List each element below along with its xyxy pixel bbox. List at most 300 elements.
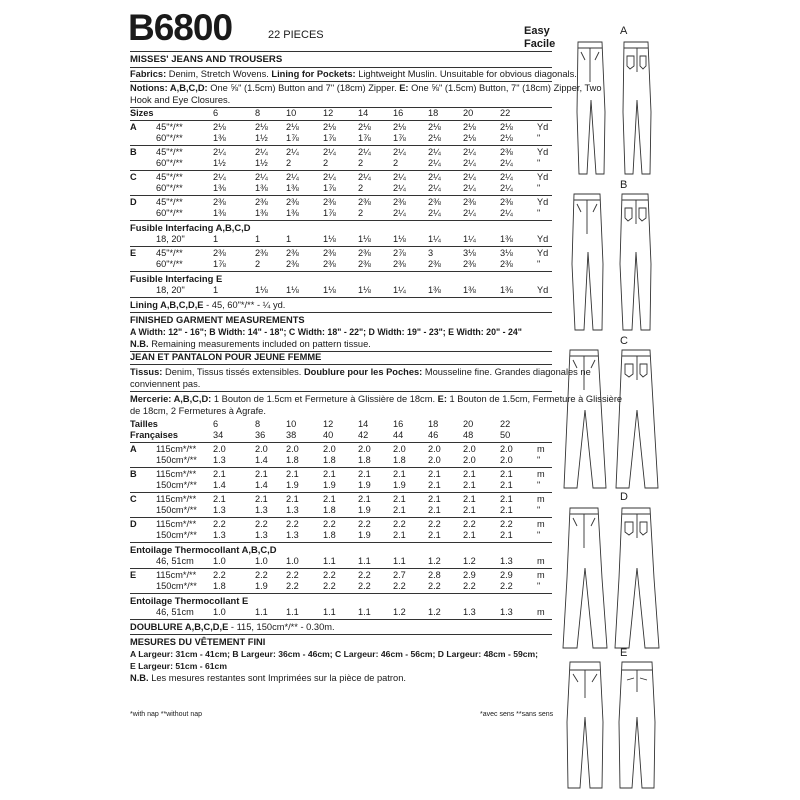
divider bbox=[130, 312, 552, 313]
size-value: 2.0 bbox=[323, 444, 336, 454]
size-value: 2⅜ bbox=[500, 259, 513, 269]
yardage-row bbox=[130, 147, 552, 158]
finished-text: A Width: 12" - 16"; B Width: 14" - 18"; C Width: 18" - 22"; D Width: 19" - 23"; E Width: 20" - 24" bbox=[130, 327, 522, 337]
size-value: 2.0 bbox=[255, 444, 268, 454]
size-value: 8 bbox=[255, 108, 261, 118]
yardage-row bbox=[130, 208, 552, 219]
size-value: 2.2 bbox=[358, 519, 371, 529]
row-label: C bbox=[130, 494, 137, 504]
view-c-back bbox=[616, 350, 658, 488]
yardage-row bbox=[130, 607, 552, 618]
size-value: 2.2 bbox=[393, 581, 406, 591]
size-value: 2⅞ bbox=[393, 248, 406, 258]
notions-line-2: Hook and Eye Closures. bbox=[130, 95, 231, 105]
doublure-line bbox=[130, 621, 552, 633]
size-value: 2.1 bbox=[500, 469, 513, 479]
yardage-row bbox=[130, 259, 552, 270]
mesures-text: E Largeur: 51cm - 61cm bbox=[130, 661, 227, 671]
row-label: D bbox=[130, 197, 137, 207]
size-value: 1.1 bbox=[255, 607, 268, 617]
size-value: 2¼ bbox=[393, 183, 406, 193]
size-value: 1⅞ bbox=[323, 133, 336, 143]
size-value: 2.1 bbox=[213, 494, 226, 504]
row-label: B bbox=[130, 469, 137, 479]
unit: " bbox=[537, 581, 541, 591]
unit: m bbox=[537, 444, 545, 454]
divider bbox=[130, 492, 552, 493]
yardage-row bbox=[130, 505, 552, 516]
notions-line bbox=[130, 82, 602, 94]
divider bbox=[130, 542, 552, 543]
size-value: 18 bbox=[428, 108, 439, 118]
size-value: 2.1 bbox=[323, 469, 336, 479]
size-value: 1.0 bbox=[213, 556, 226, 566]
size-value: 1.3 bbox=[213, 530, 226, 540]
view-b bbox=[572, 179, 651, 330]
size-value: 10 bbox=[286, 419, 297, 429]
fabric-width: 115cm*/** bbox=[156, 570, 197, 580]
doublure-label: Doublure pour les Poches: bbox=[303, 367, 423, 377]
size-value: 2.2 bbox=[323, 581, 336, 591]
size-value: 2.1 bbox=[393, 494, 406, 504]
size-value: 2⅛ bbox=[463, 122, 476, 132]
size-value: 2¼ bbox=[358, 147, 371, 157]
unit: " bbox=[537, 259, 541, 269]
fabric-width: 45"*/** bbox=[156, 248, 183, 258]
yardage-row bbox=[130, 530, 552, 541]
size-value: 2⅛ bbox=[463, 133, 476, 143]
size-value: 1⅞ bbox=[393, 133, 406, 143]
size-value: 1.3 bbox=[500, 607, 513, 617]
size-value: 1.3 bbox=[286, 505, 299, 515]
size-value: 2 bbox=[255, 259, 261, 269]
size-value: 1.8 bbox=[286, 455, 299, 465]
size-value: 1 bbox=[213, 234, 219, 244]
mercerie-text: 1 Bouton de 1.5cm, Fermeture à Glissière bbox=[446, 394, 623, 404]
size-value: 2¼ bbox=[500, 172, 513, 182]
fabric-width: 60"*/** bbox=[156, 208, 183, 218]
fabric-width: 45"*/** bbox=[156, 122, 183, 132]
notions-e-label: E: bbox=[399, 83, 409, 93]
size-value: 10 bbox=[286, 108, 297, 118]
size-value: 2.1 bbox=[393, 505, 406, 515]
size-value: 42 bbox=[358, 430, 369, 440]
size-value: 2.2 bbox=[500, 519, 513, 529]
size-value: 2⅜ bbox=[428, 259, 441, 269]
yardage-row bbox=[130, 444, 552, 455]
size-value: 2⅛ bbox=[428, 133, 441, 143]
size-value: 1.3 bbox=[213, 455, 226, 465]
fabric-width: 115cm*/** bbox=[156, 444, 197, 454]
size-value: 1.4 bbox=[255, 455, 268, 465]
size-value: 2 bbox=[323, 158, 329, 168]
size-value: 2.1 bbox=[463, 505, 476, 515]
size-value: 20 bbox=[463, 108, 474, 118]
size-value: 1.9 bbox=[393, 480, 406, 490]
finished-measurements-line bbox=[130, 326, 552, 338]
unit: " bbox=[537, 480, 541, 490]
unit: Yd bbox=[537, 172, 549, 182]
view-b-back bbox=[620, 194, 651, 330]
size-value: 2.1 bbox=[286, 469, 299, 479]
size-value: 2.0 bbox=[358, 444, 371, 454]
unit: " bbox=[537, 208, 541, 218]
size-value: 2.7 bbox=[393, 570, 406, 580]
size-value: 1.1 bbox=[358, 556, 371, 566]
note-label: N.B. bbox=[130, 339, 149, 349]
doublure-text: - 115, 150cm*/** - 0.30m. bbox=[228, 622, 335, 632]
size-value: 2⅜ bbox=[428, 197, 441, 207]
yardage-row bbox=[130, 158, 552, 169]
finished-title: FINISHED GARMENT MEASUREMENTS bbox=[130, 315, 305, 325]
divider bbox=[130, 220, 552, 221]
size-value: 1⅛ bbox=[323, 285, 336, 295]
size-value: 2⅜ bbox=[286, 248, 299, 258]
size-value: 1.4 bbox=[255, 480, 268, 490]
size-value: 2⅜ bbox=[213, 197, 226, 207]
size-value: 2.2 bbox=[323, 570, 336, 580]
size-value: 1.2 bbox=[393, 607, 406, 617]
french-yardage-table bbox=[130, 419, 552, 684]
size-value: 1.3 bbox=[255, 530, 268, 540]
divider bbox=[130, 634, 552, 635]
size-value: 1.8 bbox=[323, 530, 336, 540]
lining-text: Lightweight Muslin. Unsuitable for obvious diagonals. bbox=[355, 69, 577, 79]
size-value: 1⅞ bbox=[358, 133, 371, 143]
tissus-text: Denim, Tissus tissés extensibles. bbox=[162, 367, 304, 377]
size-value: 2.1 bbox=[463, 530, 476, 540]
size-value: 1.3 bbox=[213, 505, 226, 515]
size-value: 1⅜ bbox=[213, 183, 226, 193]
size-value: 48 bbox=[463, 430, 474, 440]
size-value: 6 bbox=[213, 108, 219, 118]
size-value: 1⅜ bbox=[500, 234, 513, 244]
size-value: 2.0 bbox=[286, 444, 299, 454]
size-value: 1⅞ bbox=[323, 208, 336, 218]
row-label: B bbox=[130, 147, 137, 157]
mercerie-e-label: E: bbox=[437, 394, 447, 404]
size-value: 2⅛ bbox=[393, 122, 406, 132]
size-value: 2¼ bbox=[255, 147, 268, 157]
size-value: 1⅛ bbox=[358, 285, 371, 295]
size-value: 2¼ bbox=[213, 147, 226, 157]
divider bbox=[130, 195, 552, 196]
mercerie-text: 1 Bouton de 1.5cm et Fermeture à Glissière de 18cm. bbox=[211, 394, 438, 404]
size-value: 3 bbox=[428, 248, 434, 258]
divider bbox=[130, 391, 552, 392]
unit: m bbox=[537, 519, 545, 529]
fabric-width: 45"*/** bbox=[156, 147, 183, 157]
size-value: 2.2 bbox=[286, 570, 299, 580]
size-value: 2¼ bbox=[358, 172, 371, 182]
divider bbox=[130, 170, 552, 171]
size-value: 1.1 bbox=[323, 556, 336, 566]
row-label: D bbox=[130, 519, 137, 529]
size-value: 2.0 bbox=[463, 444, 476, 454]
unit: m bbox=[537, 570, 545, 580]
size-value: 2.2 bbox=[213, 519, 226, 529]
view-illustrations bbox=[560, 20, 670, 790]
fabric-width: 45"*/** bbox=[156, 197, 183, 207]
size-value: 2.0 bbox=[463, 455, 476, 465]
size-value: 2⅜ bbox=[500, 147, 513, 157]
size-value: 2⅜ bbox=[463, 197, 476, 207]
size-value: 18 bbox=[428, 419, 439, 429]
size-value: 2.2 bbox=[286, 581, 299, 591]
size-value: 2¼ bbox=[428, 147, 441, 157]
yardage-row bbox=[130, 172, 552, 183]
view-e-back bbox=[619, 662, 655, 788]
size-value: 2⅜ bbox=[358, 248, 371, 258]
english-title: MISSES' JEANS AND TROUSERS bbox=[130, 54, 283, 65]
size-value: 2.0 bbox=[393, 444, 406, 454]
divider bbox=[130, 51, 552, 52]
size-value: 1.0 bbox=[213, 607, 226, 617]
yardage-row bbox=[130, 480, 552, 491]
divider bbox=[130, 619, 552, 620]
yardage-row bbox=[130, 469, 552, 480]
size-value: 1⅜ bbox=[255, 208, 268, 218]
size-value: 1.9 bbox=[286, 480, 299, 490]
lining-line bbox=[130, 299, 552, 311]
size-value: 2⅜ bbox=[255, 248, 268, 258]
size-value: 1⅛ bbox=[255, 285, 268, 295]
piece-count: 22 PIECES bbox=[268, 29, 324, 41]
size-value: 1⅜ bbox=[500, 285, 513, 295]
size-value: 2.1 bbox=[213, 469, 226, 479]
size-value: 2.9 bbox=[463, 570, 476, 580]
unit: " bbox=[537, 183, 541, 193]
size-value: 6 bbox=[213, 419, 219, 429]
size-value: 2 bbox=[358, 208, 364, 218]
row-label: Sizes bbox=[130, 108, 154, 118]
fabric-width: 18, 20" bbox=[156, 285, 185, 295]
footnote-english: *with nap **without nap bbox=[130, 711, 202, 718]
yardage-row bbox=[130, 581, 552, 592]
size-value: 2.2 bbox=[428, 581, 441, 591]
unit: Yd bbox=[537, 285, 549, 295]
view-d-front bbox=[563, 508, 607, 648]
fabric-width: 115cm*/** bbox=[156, 519, 197, 529]
view-e bbox=[567, 647, 655, 788]
size-value: 1.1 bbox=[323, 607, 336, 617]
tissus-line bbox=[130, 366, 591, 378]
size-value: 2.0 bbox=[213, 444, 226, 454]
francaises-header-row bbox=[130, 430, 552, 441]
size-value: 2.2 bbox=[463, 581, 476, 591]
size-value: 2.9 bbox=[500, 570, 513, 580]
size-value: 40 bbox=[323, 430, 334, 440]
size-value: 1.1 bbox=[286, 607, 299, 617]
size-value: 2⅜ bbox=[393, 197, 406, 207]
mercerie-line bbox=[130, 393, 623, 405]
size-value: 2¼ bbox=[393, 172, 406, 182]
size-value: 2.1 bbox=[463, 480, 476, 490]
size-value: 2⅜ bbox=[213, 248, 226, 258]
note-line bbox=[130, 338, 552, 350]
difficulty-fr: Facile bbox=[524, 38, 556, 50]
size-value: 2.2 bbox=[255, 519, 268, 529]
size-value: 1⅜ bbox=[428, 285, 441, 295]
size-value: 2¼ bbox=[500, 158, 513, 168]
size-value: 1⅜ bbox=[213, 208, 226, 218]
size-value: 1.0 bbox=[286, 556, 299, 566]
view-b-letter: B bbox=[620, 179, 628, 191]
unit: m bbox=[537, 469, 545, 479]
size-value: 2.1 bbox=[500, 480, 513, 490]
doublure-text: conviennent pas. bbox=[130, 379, 201, 389]
size-value: 22 bbox=[500, 419, 511, 429]
notions-label: Notions: A,B,C,D: bbox=[130, 83, 208, 93]
size-value: 2⅛ bbox=[286, 122, 299, 132]
size-value: 2.1 bbox=[323, 494, 336, 504]
size-value: 2¼ bbox=[393, 147, 406, 157]
yardage-row bbox=[130, 570, 552, 581]
yardage-row bbox=[130, 519, 552, 530]
size-value: 2 bbox=[358, 158, 364, 168]
size-value: 2¼ bbox=[463, 172, 476, 182]
mesures-text: A Largeur: 31cm - 41cm; B Largeur: 36cm - 46cm; C Largeur: 46cm - 56cm; D Largeur: 48cm - 59cm; bbox=[130, 649, 539, 659]
yardage-row bbox=[130, 248, 552, 259]
size-value: 1¼ bbox=[393, 285, 406, 295]
size-value: 2.2 bbox=[213, 570, 226, 580]
size-value: 2¼ bbox=[463, 208, 476, 218]
size-value: 2.1 bbox=[428, 494, 441, 504]
size-value: 2⅛ bbox=[358, 122, 371, 132]
size-value: 1⅛ bbox=[393, 234, 406, 244]
view-b-front bbox=[572, 194, 603, 330]
size-value: 12 bbox=[323, 419, 334, 429]
size-value: 1⅜ bbox=[463, 285, 476, 295]
size-value: 1.1 bbox=[393, 556, 406, 566]
nb-line bbox=[130, 672, 552, 684]
unit: " bbox=[537, 505, 541, 515]
lining-label: Lining A,B,C,D,E bbox=[130, 300, 204, 310]
entoilage-e-label: Entoilage Thermocollant E bbox=[130, 595, 249, 606]
entoilage-abcd-label: Entoilage Thermocollant A,B,C,D bbox=[130, 544, 277, 555]
size-value: 2¼ bbox=[286, 147, 299, 157]
view-d-back bbox=[615, 508, 659, 648]
size-value: 1.9 bbox=[358, 530, 371, 540]
divider bbox=[130, 145, 552, 146]
mercerie-label: Mercerie: A,B,C,D: bbox=[130, 394, 212, 404]
size-value: 1⅜ bbox=[255, 183, 268, 193]
fusible-interfacing-e-label: Fusible Interfacing E bbox=[130, 273, 223, 284]
notions-text: One ⅝" (1.5cm) Button and 7" (18cm) Zipper. bbox=[207, 83, 400, 93]
size-value: 2.1 bbox=[463, 469, 476, 479]
row-label: E bbox=[130, 248, 137, 258]
yardage-row bbox=[130, 234, 552, 245]
yardage-row bbox=[130, 494, 552, 505]
size-value: 2.1 bbox=[500, 505, 513, 515]
doublure-label: DOUBLURE A,B,C,D,E bbox=[130, 622, 229, 632]
divider bbox=[130, 593, 552, 594]
fabric-width: 115cm*/** bbox=[156, 494, 197, 504]
size-value: 2⅛ bbox=[500, 133, 513, 143]
size-value: 3⅛ bbox=[500, 248, 513, 258]
size-value: 2 bbox=[358, 183, 364, 193]
fabrics-line bbox=[130, 68, 577, 80]
fabric-width: 45"*/** bbox=[156, 172, 183, 182]
fabrics-label: Fabrics: bbox=[130, 69, 167, 79]
size-value: 2.2 bbox=[428, 519, 441, 529]
unit: Yd bbox=[537, 234, 549, 244]
size-value: 2.1 bbox=[500, 494, 513, 504]
lining-text: - 45, 60"*/** - ¼ yd. bbox=[203, 300, 286, 310]
size-value: 44 bbox=[393, 430, 404, 440]
size-value: 1½ bbox=[255, 158, 268, 168]
divider bbox=[130, 297, 552, 298]
yardage-row bbox=[130, 122, 552, 133]
size-value: 1⅛ bbox=[286, 285, 299, 295]
divider bbox=[130, 517, 552, 518]
size-value: 16 bbox=[393, 108, 404, 118]
size-value: 1.8 bbox=[323, 455, 336, 465]
size-value: 2¼ bbox=[393, 208, 406, 218]
unit: Yd bbox=[537, 122, 549, 132]
size-value: 2.1 bbox=[428, 480, 441, 490]
size-value: 2¼ bbox=[463, 183, 476, 193]
yardage-row bbox=[130, 455, 552, 466]
size-value: 2¼ bbox=[286, 172, 299, 182]
divider bbox=[130, 364, 552, 365]
yardage-row bbox=[130, 197, 552, 208]
view-c bbox=[564, 335, 658, 488]
size-value: 2¼ bbox=[463, 147, 476, 157]
divider bbox=[130, 271, 552, 272]
size-value: 2¼ bbox=[323, 147, 336, 157]
size-value: 2⅜ bbox=[358, 197, 371, 207]
size-value: 1½ bbox=[213, 158, 226, 168]
size-value: 2.1 bbox=[428, 469, 441, 479]
size-value: 1.2 bbox=[428, 556, 441, 566]
size-value: 2¼ bbox=[428, 183, 441, 193]
tailles-header-row bbox=[130, 419, 552, 430]
fabric-width: 18, 20" bbox=[156, 234, 185, 244]
size-value: 1.9 bbox=[358, 480, 371, 490]
fabric-width: 60"*/** bbox=[156, 259, 183, 269]
view-a-letter: A bbox=[620, 25, 628, 37]
size-value: 1⅞ bbox=[213, 259, 226, 269]
size-value: 2⅜ bbox=[500, 197, 513, 207]
size-value: 2⅛ bbox=[255, 122, 268, 132]
fabric-width: 150cm*/** bbox=[156, 480, 197, 490]
size-value: 1¼ bbox=[428, 234, 441, 244]
fabric-width: 150cm*/** bbox=[156, 455, 197, 465]
yardage-row bbox=[130, 183, 552, 194]
size-value: 46 bbox=[428, 430, 439, 440]
fabric-width: 115cm*/** bbox=[156, 469, 197, 479]
size-value: 2¼ bbox=[213, 172, 226, 182]
unit: " bbox=[537, 455, 541, 465]
difficulty-en: Easy bbox=[524, 25, 550, 37]
size-value: 1 bbox=[286, 234, 292, 244]
fabric-width: 46, 51cm bbox=[156, 607, 194, 617]
unit: Yd bbox=[537, 248, 549, 258]
size-value: 2⅜ bbox=[286, 197, 299, 207]
divider bbox=[130, 442, 552, 443]
size-value: 2¼ bbox=[463, 158, 476, 168]
size-value: 2⅜ bbox=[323, 248, 336, 258]
french-header bbox=[130, 351, 623, 417]
size-value: 1.3 bbox=[500, 556, 513, 566]
size-value: 1⅛ bbox=[358, 234, 371, 244]
unit: " bbox=[537, 158, 541, 168]
fusible-interfacing-abcd-label: Fusible Interfacing A,B,C,D bbox=[130, 222, 251, 233]
size-value: 1¼ bbox=[463, 234, 476, 244]
size-value: 8 bbox=[255, 419, 261, 429]
unit: m bbox=[537, 494, 545, 504]
